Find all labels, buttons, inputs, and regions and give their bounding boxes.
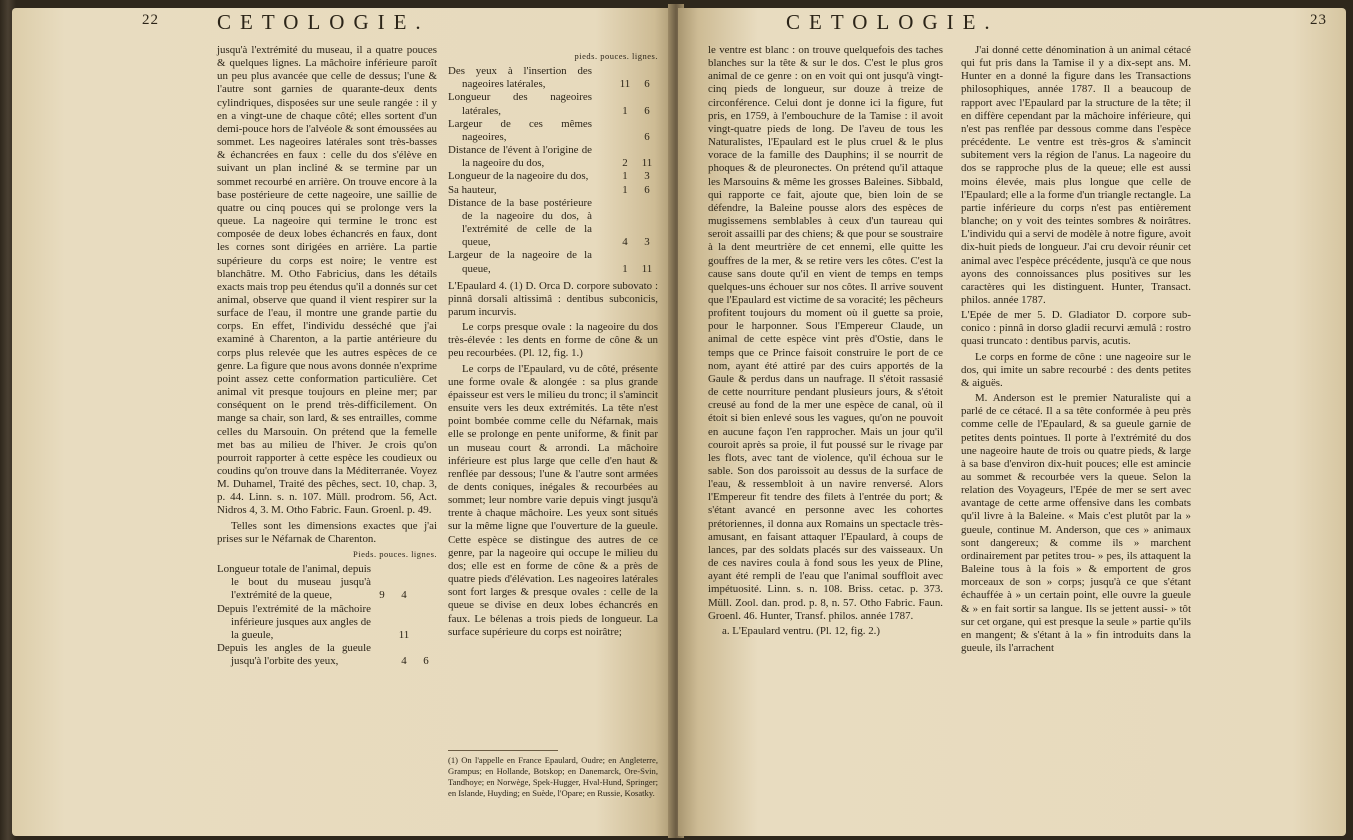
text-paragraph: Le corps en forme de cône : une nageoire sur le dos, qui imite un sabre recourbé : des dents petites & aiguës. xyxy=(961,350,1191,389)
measurement-pouces: 1 xyxy=(622,104,628,117)
footnote-text: (1) On l'appelle en France Epaulard, Oudre; en Angleterre, Grampus; en Hollande, Botskop; en Danemarck, Ore-Svin, Tandhoye; en Norwège, Spek-Hugger, Hval-Hund, Springer; en Islande, Huyding; en Suède, l'Opare; en Russie, Kosatky. xyxy=(448,755,658,798)
measurement-pouces: 11 xyxy=(619,78,631,91)
measurement-label: Largeur de la nageoire de la queue, xyxy=(448,249,592,275)
measurement-pouces: 4 xyxy=(622,236,628,249)
species-heading: L'Epée de mer 5. D. Gladiator D. corpore sub-conico : pinnâ in dorso gladii recurvi æmulâ : rostro quasi truncato : dentibus parvis, acutis. xyxy=(961,309,1191,348)
measurement-label: Des yeux à l'insertion des nageoires latérales, xyxy=(448,65,592,91)
right-page xyxy=(678,8,1346,836)
measurement-label: Largeur de ces mêmes nageoires, xyxy=(448,117,592,143)
measurement-row xyxy=(448,91,658,117)
footnote-rule xyxy=(448,750,558,751)
measurement-pouces: 4 xyxy=(401,655,407,668)
running-title-right: CETOLOGIE. xyxy=(786,10,999,34)
measurement-label: Longueur des nageoires latérales, xyxy=(448,91,592,117)
measurement-table xyxy=(217,548,437,668)
measurement-lignes: 3 xyxy=(644,170,650,183)
species-heading: L'Epaulard 4. (1) D. Orca D. corpore subovato : pinnâ dorsali altissimâ : dentibus subconicis, parum incurvis. xyxy=(448,279,658,318)
right-page-header xyxy=(678,10,1346,38)
measurement-lignes: 3 xyxy=(644,236,650,249)
measurement-pieds: 9 xyxy=(379,589,385,602)
running-title-left: CETOLOGIE. xyxy=(217,10,430,34)
measurement-row xyxy=(448,170,658,183)
measurement-label: Depuis les angles de la gueule jusqu'à l'orbite des yeux, xyxy=(217,642,371,668)
left-page-number: 22 xyxy=(142,12,159,28)
measurement-row xyxy=(448,249,658,275)
measurement-label: Longueur totale de l'animal, depuis le bout du museau jusqu'à l'extrémité de la queue, xyxy=(217,563,371,602)
measurement-row xyxy=(217,642,437,668)
measurement-lignes: 6 xyxy=(644,78,650,91)
measurement-row xyxy=(448,197,658,250)
measurement-table xyxy=(448,50,658,276)
right-column-1 xyxy=(708,44,943,638)
text-paragraph: M. Anderson est le premier Naturaliste qui a parlé de ce cétacé. Il a sa tête conformée à peu près comme celle de l'Epaulard, & sa gueule garnie de petites dents pointues. Il porte à l'extrémité du dos une nageoire haute de trois ou quatre pieds, & large à sa base d'environ dix-huit pouces; elle est amincie au sommet & recourbée vers la queue. Selon la relation des Voyageurs, l'Epée de mer se sert avec avantage de cette arme offensive dans les combats qu'il livre à la Baleine. « Mais c'est plutôt par la » gueule, continue M. Anderson, que ces » animaux sont dangereux; & comme ils » marchent ordinairement par petites trou- » pes, ils attaquent la Baleine tous à la fois » & emportent de gros morceaux de son » corps; jusqu'à ce que s'étant échauffée à » un certain point, elle ouvre la gueule & » en fait sortir sa langue. Ils se jettent aussi- » tôt sur cet organe, qui est presque la seule » partie qu'ils en mangent; & s'étant à la » fin introduits dans la gueule, ils l'arrachent xyxy=(961,392,1191,655)
right-page-number: 23 xyxy=(1310,12,1327,28)
text-paragraph: Le corps de l'Epaulard, vu de côté, présente une forme ovale & alongée : sa plus grande épaisseur est vers le milieu du tronc; il s'amincit ensuite vers les deux extrémités. La tête n'est point bombée comme celle du Néfarnak, mais elle se prolonge en pente uniforme, & finit par un museau court & arrondi. La mâchoire inférieure est plus large que celle d'en haut & renflée par dessous; l'une & l'autre sont armées de dents coniques, inégales & recourbées au sommet; leur nombre varie depuis vingt jusqu'à trente à chaque mâchoire. Les yeux sont situés sur la même ligne que l'ouverture de la gueule. Cette espèce se distingue des autres de ce genre, par la nageoire qui occupe le milieu du dos; elle est en forme de cône & a près de quatre pieds d'élévation. Les nageoires latérales sont fort larges & presque ovales : celle de la queue se divise en deux lobes échancrés en faux. Le bélenas a trois pieds de longueur. La surface supérieure du corps est noirâtre; xyxy=(448,362,658,638)
measurement-lignes: 6 xyxy=(644,130,650,143)
measurement-pouces: 11 xyxy=(398,628,410,641)
measurement-label: Distance de la base postérieure de la nageoire du dos, à l'extrémité de celle de la queue, xyxy=(448,196,592,249)
measurement-table-header: pieds. pouces. lignes. xyxy=(574,51,658,61)
measurement-row xyxy=(217,563,437,602)
measurement-label: Sa hauteur, xyxy=(448,183,497,196)
measurement-pouces: 2 xyxy=(622,157,628,170)
measurement-lignes: 6 xyxy=(644,104,650,117)
measurement-lignes: 6 xyxy=(423,655,429,668)
left-column-2 xyxy=(448,48,658,639)
text-paragraph: J'ai donné cette dénomination à un animal cétacé qui fut pris dans la Tamise il y a dix-sept ans. M. Hunter en a donné la figure dans les Transactions philosophiques, année 1787. Il a beaucoup de rapport avec l'Epaulard par la structure de la tête; il en diffère cependant par la mâchoire inférieure, qui n'est pas renflée par dessous comme dans l'espèce précédente. Le ventre est très-gros & s'amincit subitement vers la région de l'anus. La nageoire du dos se rapproche plus de la queue; elle est aussi moins élevée, mais plus longue que celle de l'Epaulard; elle a la forme d'un triangle rectangle. La partie inférieure du corps n'est pas entièrement blanche; on y voit des teintes sombres & noirâtres. L'individu qui a servi de modèle à notre figure, avoit dix-huit pieds de longueur. J'ai cru devoir réunir cet animal avec l'espèce précédente, jusqu'à ce que nous ayons des connoissances plus positives sur les caractères qui les distinguent. Hunter, Transact. philos. année 1787. xyxy=(961,44,1191,306)
text-paragraph: Le corps presque ovale : la nageoire du dos très-élevée : les dents en forme de cône & un peu recourbées. (Pl. 12, fig. 1.) xyxy=(448,321,658,360)
measurement-pouces: 4 xyxy=(401,589,407,602)
measurement-row xyxy=(448,65,658,91)
measurement-row xyxy=(448,144,658,170)
right-column-2 xyxy=(961,44,1191,655)
left-page-header xyxy=(12,10,675,38)
measurement-pouces: 1 xyxy=(622,183,628,196)
measurement-pouces: 1 xyxy=(622,170,628,183)
left-page xyxy=(12,8,675,836)
measurement-row xyxy=(448,118,658,144)
measurement-label: Longueur de la nageoire du dos, xyxy=(448,170,589,183)
footnote xyxy=(448,750,658,799)
measurement-lignes: 11 xyxy=(641,157,653,170)
text-paragraph: Telles sont les dimensions exactes que j'ai prises sur le Néfarnak de Charenton. xyxy=(217,519,437,545)
measurement-lignes: 11 xyxy=(641,262,653,275)
measurement-label: Distance de l'évent à l'origine de la nageoire du dos, xyxy=(448,144,592,170)
subspecies-heading: a. L'Epaulard ventru. (Pl. 12, fig. 2.) xyxy=(722,624,881,637)
left-column-1 xyxy=(217,44,437,672)
measurement-lignes: 6 xyxy=(644,183,650,196)
text-paragraph: le ventre est blanc : on trouve quelquefois des taches blanches sur la tête & sur le dos. C'est le plus gros animal de ce genre : on en voit qui ont jusqu'à vingt-cinq pieds de longueur, sur douze à treize de circonférence. Celui dont je donne ici la figure, fut pris, en 1759, à l'embouchure de la Tamise : il avoit vingt-quatre pieds de long. De l'aveu de tous les Naturalistes, l'Epaulard est le plus cruel & le plus vorace de la famille des Dauphins; il se nourrit de phoques & de pleuronectes. On prétend qu'il attaque les Marsouins & même les grosses Baleines. Sibbald, qui rapporte ce fait, ajoute que, bien loin de se défendre, la Baleine pousse alors des espèces de mugissemens semblables à ceux d'un taureau qui seroit assailli par des chiens; & que pour se soustraire à la dent meurtrière de cet ennemi, elle quitte les gouffres de la mer, & se retire vers les côtes. C'est la cause sans doute qu'il en vient de temps en temps quelques-uns échouer sur nos côtes. Il arrive souvent que l'Epaulard est victime de sa voracité; les pêcheurs profitent toujours du moment où il guette sa proie, pour le harponner. Sous l'Empereur Claude, un animal de cette espèce vint près d'Ostie, dans le temps que ce Prince faisoit construire le port de ce nom, ayant été attiré par des cuirs apportés de la Gaule & perdus dans un naufrage. Il s'étoit rassasié de cette nourriture pendant plusieurs jours, & s'étoit creusé au fond de la mer une espèce de canal, où il étoit si bien enlevé sous les vagues, qu'on ne pouvoit en aucune façon l'en rapprocher. Mais un jour qu'il couroit après sa proie, il fut poussé sur le rivage par les flots, avec tant de violence, qu'il échoua sur le sable. Son dos paroissoit au dessus de la surface de l'eau, & ressembloit à un navire renversé. Alors l'Empereur fit tendre des filets à l'entrée du port; & s'étant avancé en personne avec les cohortes prétoriennes, il donna aux Romains un spectacle très-amusant, en faisant attaquer l'Epaulard, à coups de lances, par des soldats placés sur des vaisseaux. Un de ces navires coula à fond sous les yeux de Pline, ayant été rempli de l'eau que l'animal souffloit avec impétuosité. Linn. s. n. 108. Briss. cetac. p. 373. Müll. Zool. dan. prod. p. 8, n. 57. Otho Fabric. Faun. Groenl. 46. Hunter, Transf. philos. année 1787. xyxy=(708,44,943,622)
measurement-table-header: Pieds. pouces. lignes. xyxy=(353,548,437,559)
measurement-row xyxy=(217,603,437,642)
measurement-label: Depuis l'extrémité de la mâchoire inférieure jusques aux angles de la gueule, xyxy=(217,602,371,641)
measurement-row xyxy=(448,184,658,197)
measurement-pouces: 1 xyxy=(622,262,628,275)
text-paragraph: jusqu'à l'extrémité du museau, il a quatre pouces & quelques lignes. La mâchoire inférieure paroît un peu plus avancée que celle de dessus; l'une & l'autre sont garnies de quarante-deux dents cylindriques, disposées sur une seule rangée : il y en a vingt-une de chaque côté; elles sortent d'un demi-pouce hors de l'alvéole & sont émoussées au sommet. Les nageoires latérales sont très-basses & échancrées en faux : celle du dos s'élève en suivant un plan incliné & se termine par un sommet recourbé en arrière. On trouve encore à la base postérieure de cette nageoire, une saillie de quatre ou cinq pouces qui se prolonge vers la queue. La nageoire qui termine le tronc est composée de deux lobes échancrés en faux, dont les cornes sont dirigées en arrière. La partie supérieure du corps est noire; le ventre est blanchâtre. M. Otho Fabricius, dans les détails exacts mais trop peu étendus qu'il a donnés sur cet animal, observe que quand il vient respirer sur la surface de l'eau, il montre une grande partie du corps. En effet, l'individu desséché que j'ai examiné à Charenton, a la partie antérieure du corps plus relevée que les autres espèces de ce genre. La figure que nous avons donnée n'exprime point assez cette conformation particulière. Cet animal vit presque toujours en pleine mer; par conséquent on le prend très-difficilement. On mange sa chair, son lard, & ses entrailles, comme celles du Marsouin. On prétend que la femelle met bas au milieu de l'hiver. Je crois qu'on pourroit rapporter à cette espèce les coudieux ou coudins qu'on trouve dans la Méditerranée. Voyez M. Duhamel, Traité des pêches, sect. 10, chap. 3, p. 44. Linn. s. n. 107. Müll. prodrom. 56, Act. Nidros 4, 3. M. Otho Fabric. Faun. Groenl. p. 49. xyxy=(217,44,437,517)
